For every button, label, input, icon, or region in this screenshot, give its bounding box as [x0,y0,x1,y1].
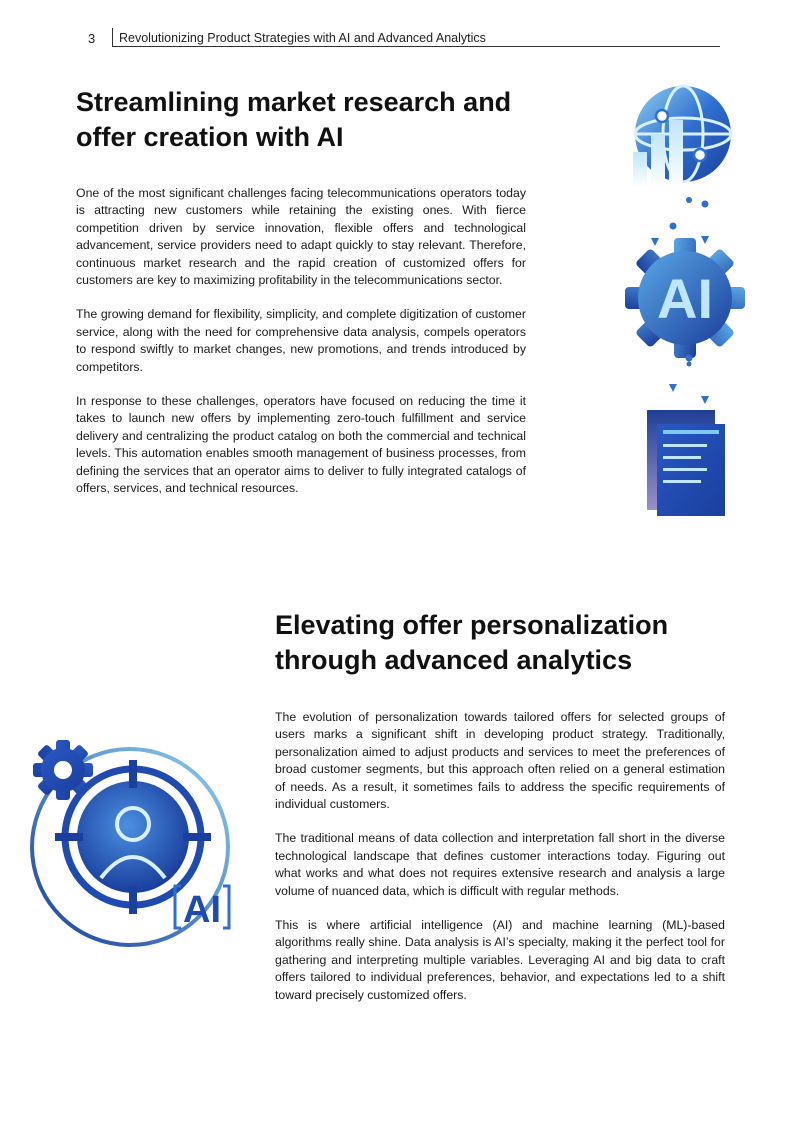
paragraph: The evolution of personalization towards tailored offers for selected groups of users marks a significant shift in developing product strategy. Traditionally, personalization aimed to adjust products and services to meet the preferences of broad customer segments, but this approach often relied on a general estimation of needs. As a result, it sometimes fails to address the specific requirements of individual customers. [275,710,725,812]
document-icon [647,410,725,516]
personalization-illustration [25,732,250,952]
header-rule [112,46,720,47]
section-heading-personalization: Elevating offer personalization through advanced analytics [275,610,669,675]
arrows-down-icon [655,198,705,240]
ai-badge-icon [175,886,229,931]
ai-badge-label: AI [183,889,221,931]
section-heading-market-research: Streamlining market research and offer creation with AI [76,87,512,152]
section-body-personalization [275,709,725,1021]
ai-gear-label: AI [657,267,713,330]
header-divider [112,28,113,46]
paragraph: The growing demand for flexibility, simplicity, and complete digitization of customer service, along with the need for comprehensive data analysis, compels operators to respond swiftly to market changes, new promotions, and trends introduced by competitors. [76,307,526,374]
paragraph: In response to these challenges, operators have focused on reducing the time it takes to launch new offers by implementing zero-touch fulfillment and service delivery and centralizing the product catalog on both the commercial and technical levels. This automation enables smooth management of business processes, from defining the services that an operator aims to deliver to fully integrated catalogs of offers, services, and technical resources. [76,394,526,496]
page-number: 3 [88,31,96,46]
globe-chart-icon [633,86,731,188]
paragraph: This is where artificial intelligence (AI) and machine learning (ML)-based algorithms really shine. Data analysis is AI’s specialty, making it the perfect tool for gathering and interpreting multiple variables. Leveraging AI and big data to craft offers tailored to individual preferences, behavior, and expectations led to a shift toward precisely customized offers. [275,918,725,1002]
paragraph: One of the most significant challenges facing telecommunications operators today is attracting new customers while retaining the existing ones. With fierce competition driven by service innovation, flexible offers and technological advancement, service providers need to adapt quickly to stay relevant. Therefore, continuous market research and the rapid creation of customized offers for customers are key to maximizing profitability in the telecommunications sector. [76,186,526,288]
section-body-market-research [76,185,526,515]
running-title: Revolutionizing Product Strategies with AI and Advanced Analytics [119,31,486,45]
ai-gear-icon [625,238,745,358]
ai-flow-illustration [615,80,755,520]
paragraph: The traditional means of data collection and interpretation fall short in the diverse technological landscape that defines customer interactions today. Figuring out what works and what does not requires extensive research and analysis a large volume of nuanced data, which is difficult with regular methods. [275,831,725,898]
